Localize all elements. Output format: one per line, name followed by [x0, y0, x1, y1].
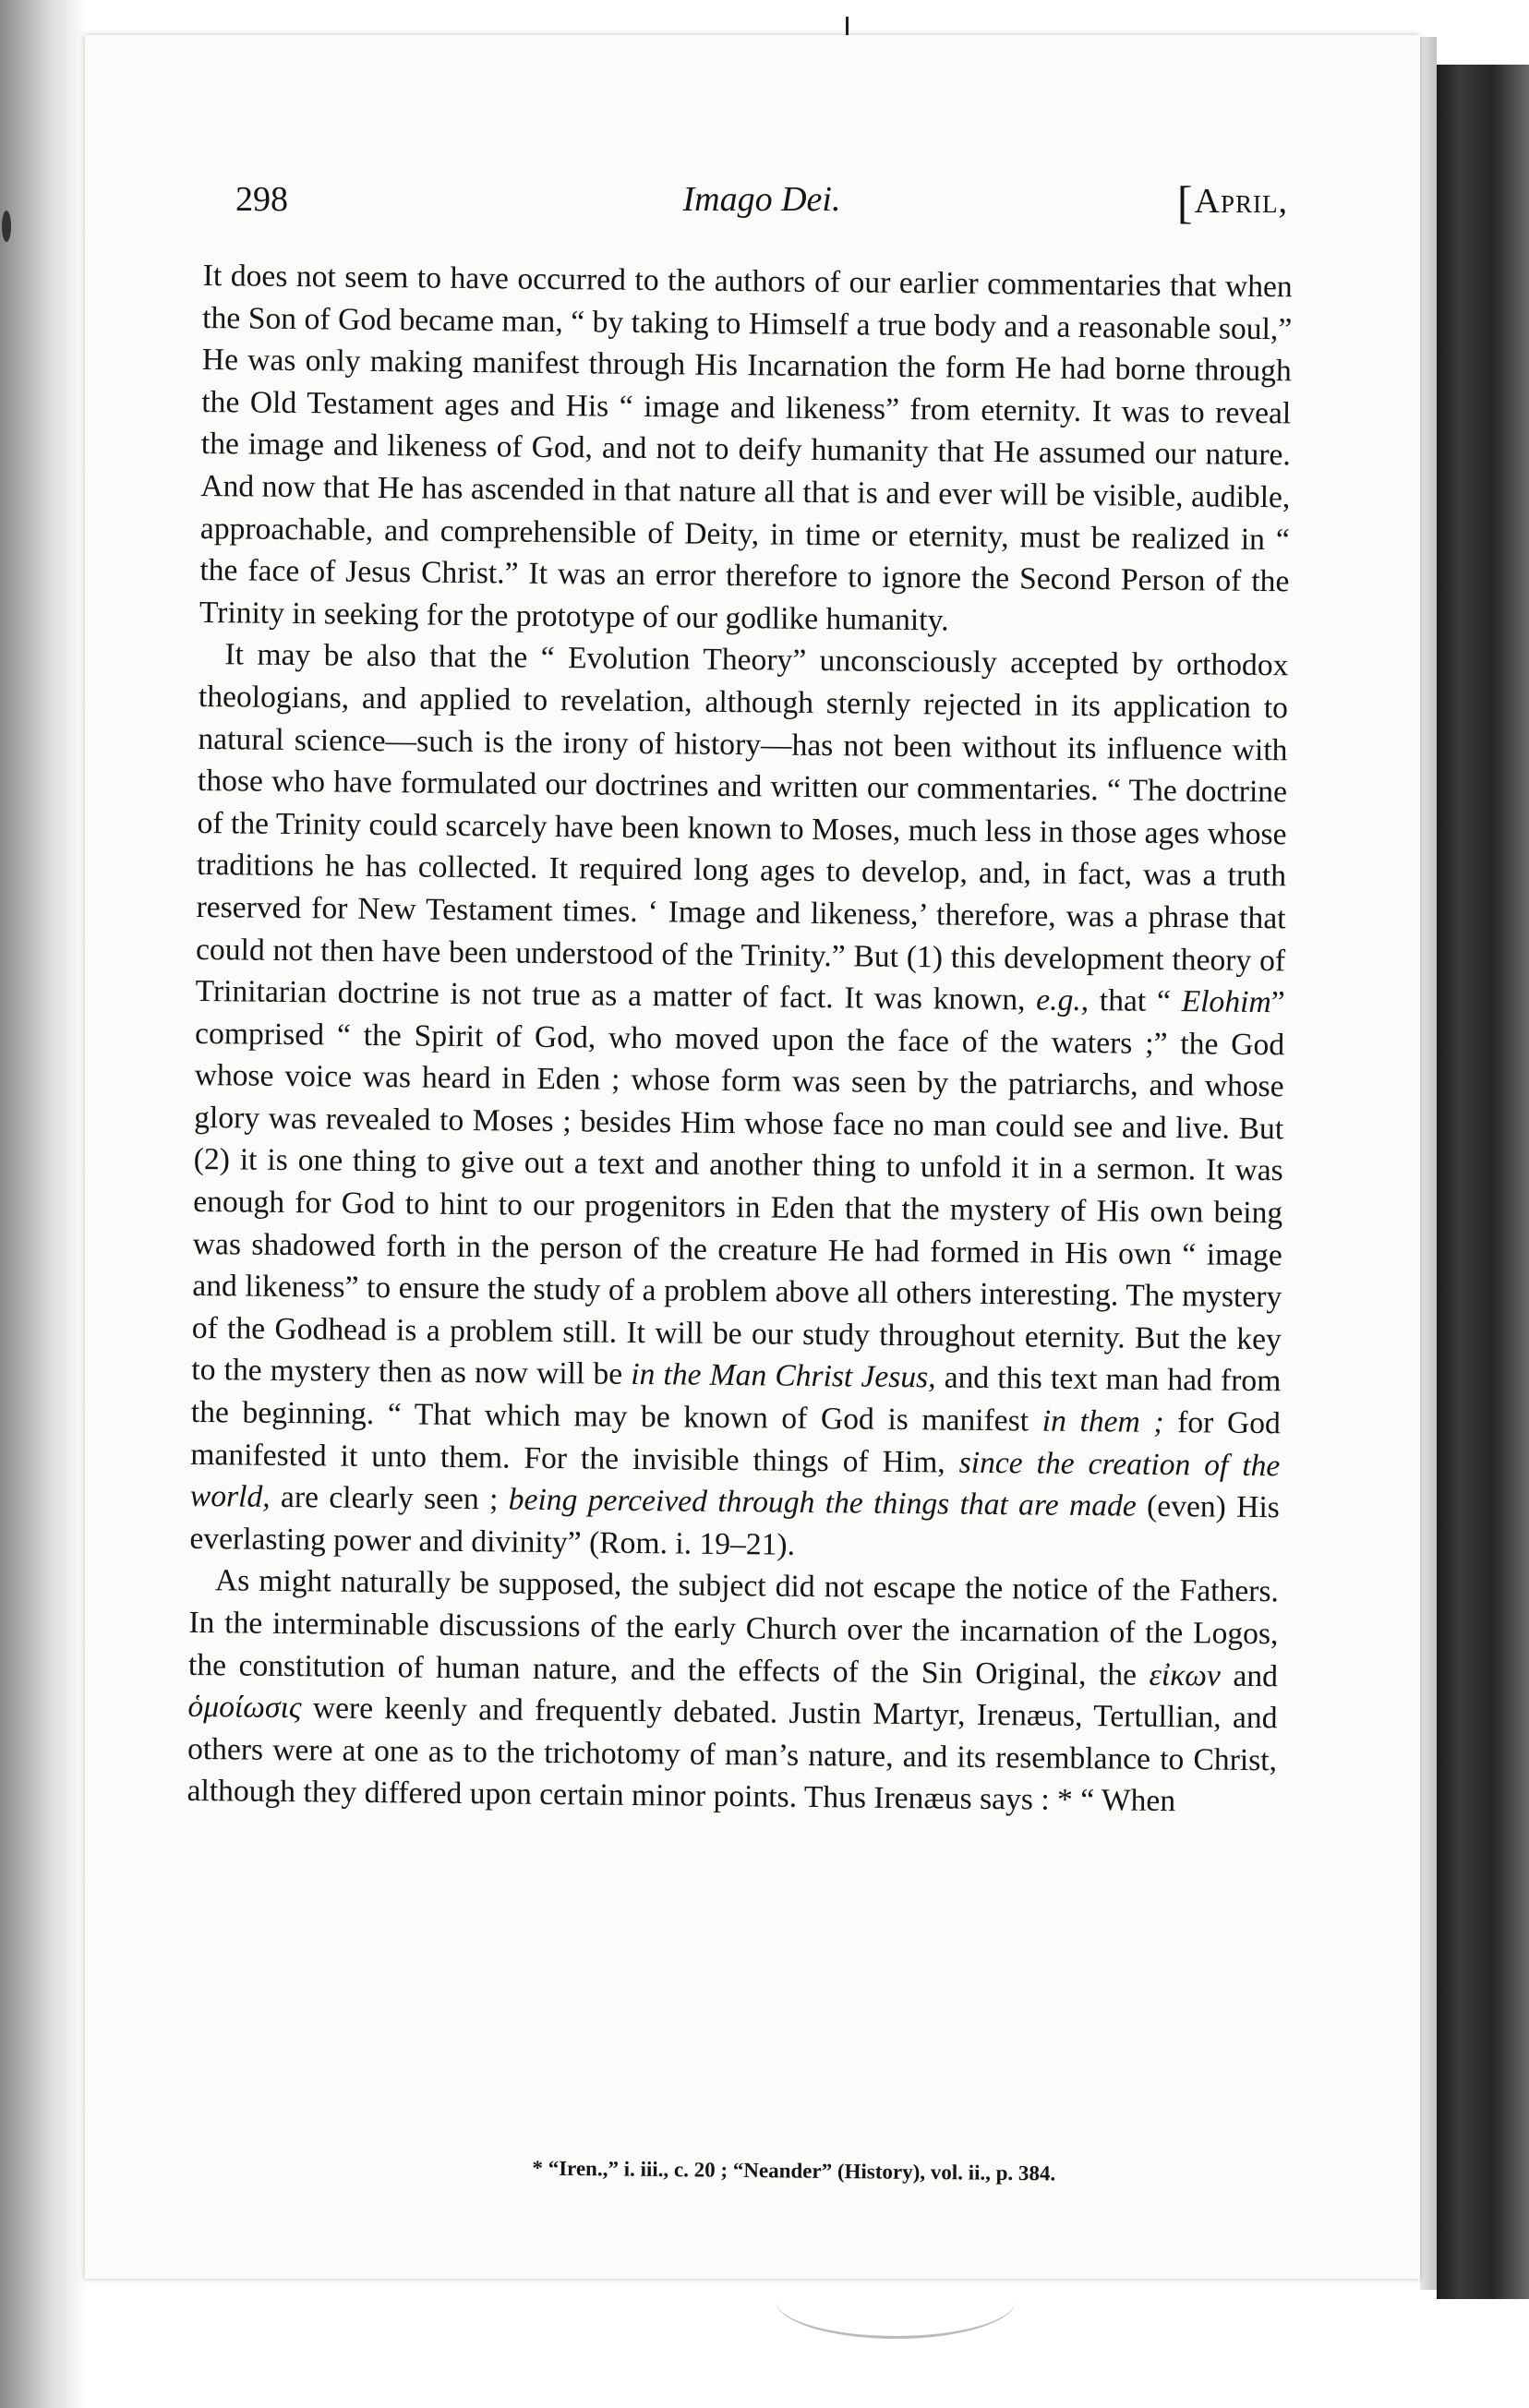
- text-run: ” comprised “ the Spirit of God, who moved upon the face of the waters ;” the God whose voice was heard in Eden ; whose form was seen by the patriarchs, and whose glory was revealed to Moses ; besides Him whose face no man could see and live. But (2) it is one thing to give out a text and another thing to unfold it in a sermon. It was enough for God to hint to our progenitors in Eden that the mystery of His own being was shadowed forth in the person of the creature He had formed in His own “ image and likeness” to ensure the study of a problem above all others interesting. The mystery of the Godhead is a problem still. It will be our study throughout eternity. But the key to the mystery then as now will be: [191, 985, 1285, 1392]
- header-month-label: April,: [1194, 182, 1288, 221]
- footnote: * “Iren.,” i. iii., c. 20 ; “Neander” (History), vol. ii., p. 384.: [532, 2156, 1056, 2185]
- page-number: 298: [235, 180, 288, 219]
- text-run: and: [1220, 1658, 1279, 1693]
- text-run: are clearly seen ;: [270, 1480, 509, 1517]
- running-title: Imago Dei.: [682, 180, 841, 219]
- header-month: [1177, 175, 1288, 229]
- italic-text: being perceived through the things that are made: [508, 1482, 1137, 1523]
- header-bracket: [: [1176, 176, 1193, 228]
- italic-text: in them ;: [1041, 1403, 1164, 1439]
- text-run: It may be also that the “ Evolution Theory” unconsciously accepted by orthodox theologians, and applied to revelation, although sternly rejected in its application to natural science—such is the irony of history—has not been without its influence with those who have formulated our doctrines and written our commentaries. “ The doctrine of the Trinity could scarcely have been known to Moses, much less in those ages whose traditions he has collected. It required long ages to develop, and, in fact, was a truth reserved for New Testament times. ‘ Image and likeness,’ therefore, was a phrase that could not then have been understood of the Trinity.” But (1) this development theory of Trinitarian doctrine is not true as a matter of fact. It was known,: [195, 637, 1289, 1017]
- paragraph: [187, 1559, 1279, 1824]
- text-run: that “: [1088, 983, 1182, 1019]
- italic-text: since the creation of the world,: [189, 1445, 1281, 1515]
- italic-text: εἰκων: [1149, 1657, 1222, 1693]
- text-run: It does not seem to have occurred to the authors of our earlier commentaries that when the Son of God became man, “ by taking to Himself a true body and a reasonable soul,” He was only making manifest through His Incarnation the form He had borne through the Old Testament ages and His “ image and likeness” from eternity. It was to reveal the image and likeness of God, and not to deify humanity that He assumed our nature. And now that He has ascended in that nature all that is and ever will be visible, audible, approachable, and comprehensible of Deity, in time or eternity, must be realized in “ the face of Jesus Christ.” It was an error therefore to ignore the Second Person of the Trinity in seeking for the prototype of our godlike humanity.: [199, 258, 1293, 638]
- paragraph: [189, 633, 1288, 1571]
- italic-text: in the Man Christ Jesus,: [631, 1357, 936, 1395]
- paragraph: [199, 255, 1293, 645]
- scan-shadow-right: [1437, 65, 1529, 2299]
- body-text: [187, 255, 1293, 1824]
- text-run: (even) His everlasting power and divinity” (Rom. i. 19–21).: [189, 1488, 1281, 1562]
- text-run: for God manifested it unto them. For the invisible things of Him,: [190, 1404, 1282, 1480]
- text-run: As might naturally be supposed, the subject did not escape the notice of the Fathers. In the interminable discussions of the early Church over the incarnation of the Logos, the constitution of human nature, and the effects of the Sin Original, the: [187, 1563, 1280, 1692]
- running-header: [235, 174, 1288, 229]
- scan-shadow-left: [0, 0, 88, 2408]
- italic-text: e.g.,: [1036, 982, 1090, 1018]
- italic-text: Elohim: [1181, 984, 1271, 1020]
- text-run: and this text man had from the beginning. “ That which may be known of God is manifest: [190, 1360, 1282, 1439]
- italic-text: ὁμοίωσις: [187, 1690, 302, 1726]
- scan-speck: [2, 211, 11, 242]
- text-run: were keenly and frequently debated. Justin Martyr, Irenæus, Tertullian, and others were at one as to the trichotomy of man’s nature, and its resemblance to Christ, although they differed upon certain minor points. Thus Irenæus says : * “ When: [187, 1691, 1278, 1819]
- page-edge-fold: [1420, 37, 1437, 2290]
